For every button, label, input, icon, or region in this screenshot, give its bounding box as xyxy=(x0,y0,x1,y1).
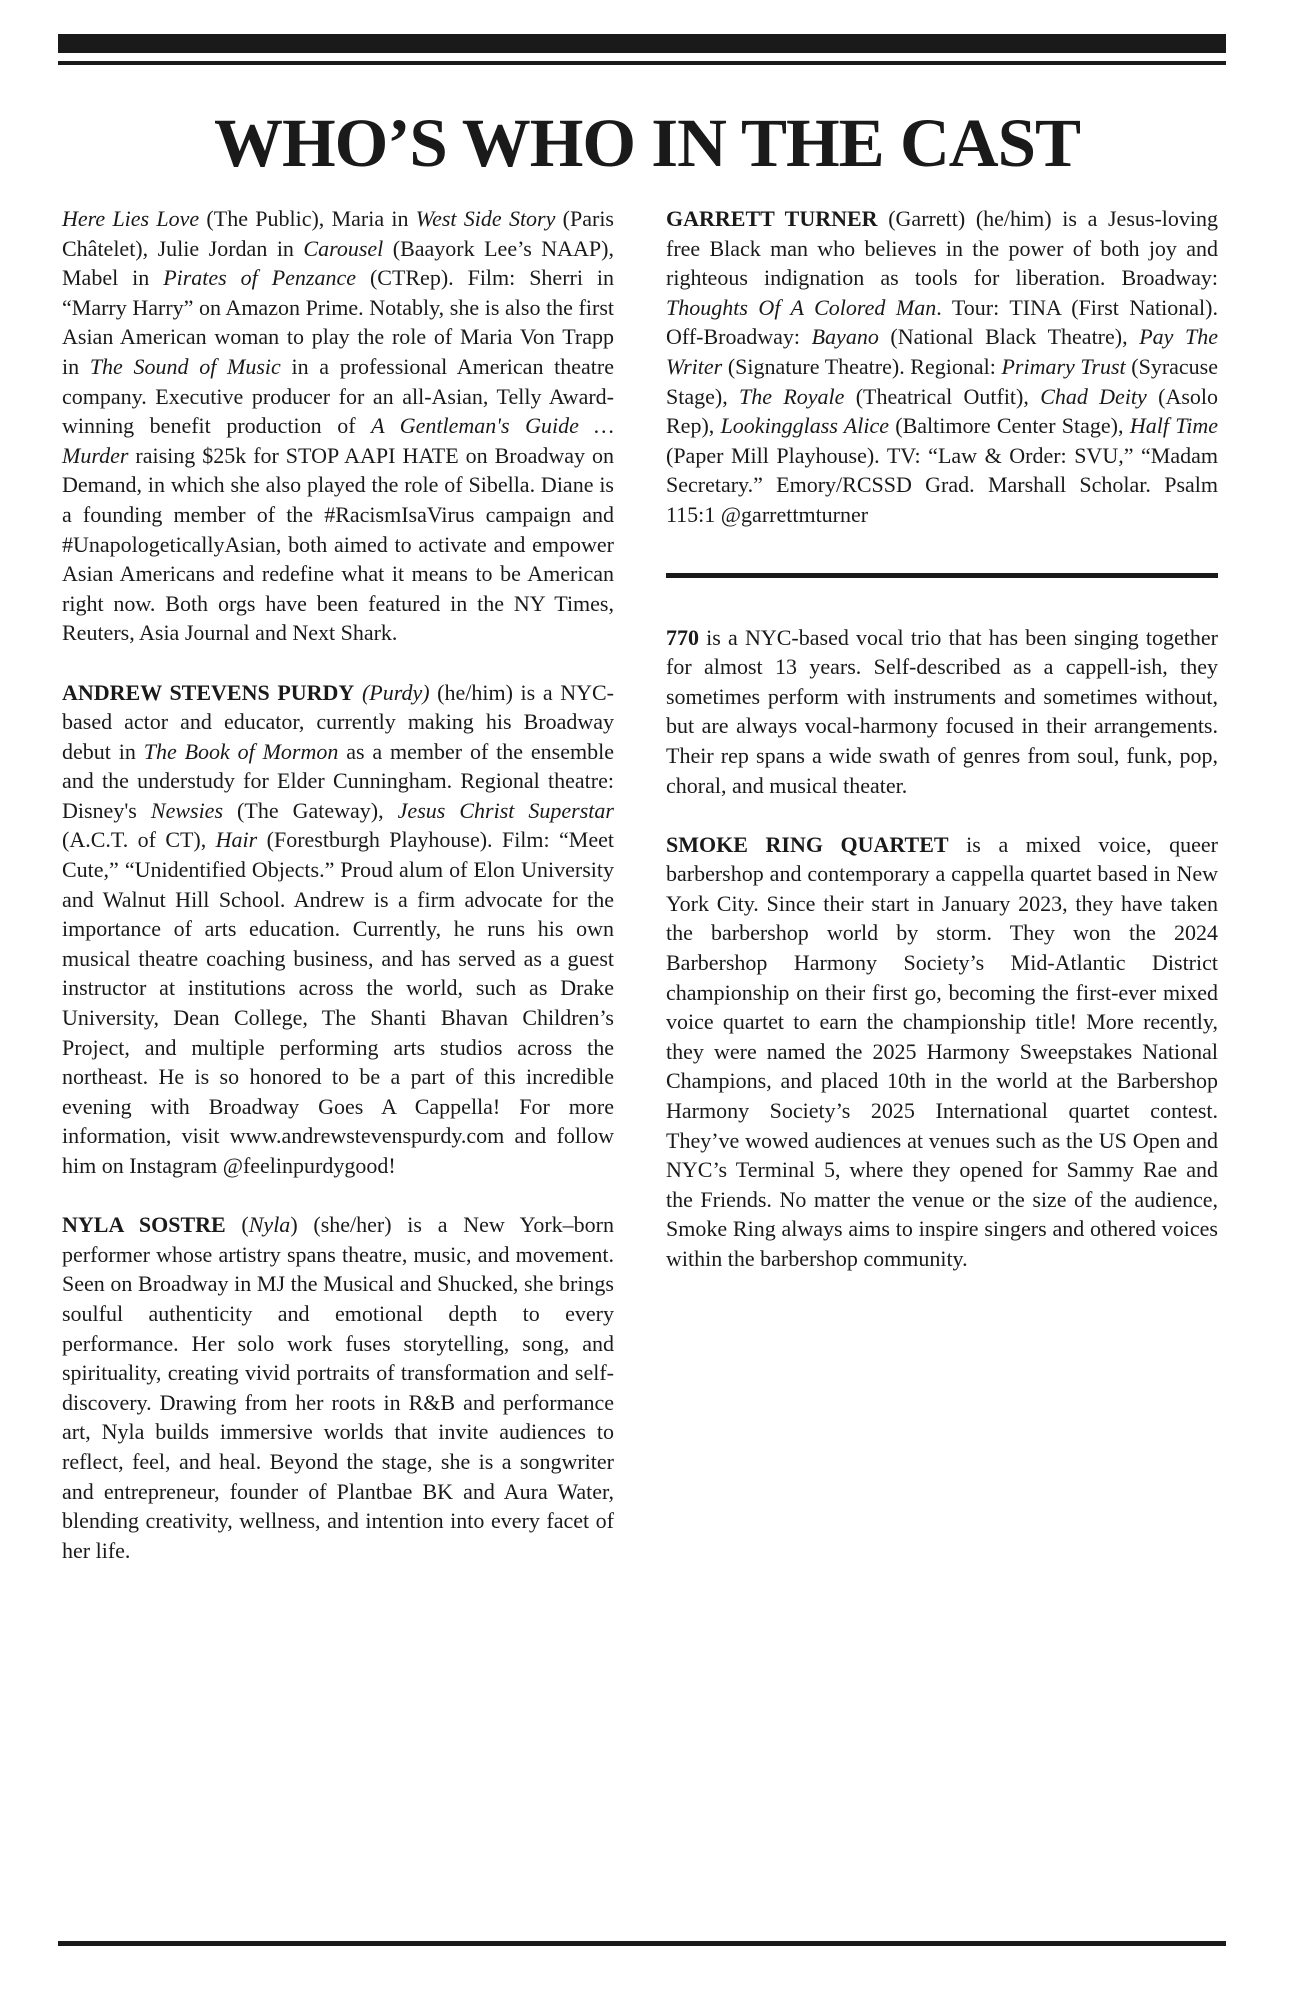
bio-text: (Baltimore Center Stage), xyxy=(889,413,1130,439)
left-column xyxy=(62,204,614,1565)
show-title: Primary Trust xyxy=(1001,353,1126,379)
role-name: (Purdy) xyxy=(354,679,438,705)
show-title: Pirates of Penzance xyxy=(163,265,357,291)
show-title: Newsies xyxy=(150,797,224,823)
section-divider xyxy=(666,573,1218,578)
bio-text: . Tour: TINA (First National). Off-Broadway: xyxy=(666,294,1218,350)
show-title: Jesus Christ Superstar xyxy=(397,797,614,823)
bio-nyla-sostre xyxy=(62,1210,614,1565)
bio-text: (The Gateway), xyxy=(223,797,398,823)
page-title: WHO’S WHO IN THE CAST xyxy=(214,105,1080,181)
bio-text: (Garrett) (he/him) is a Jesus-loving free Black man who believes in the power of both joy and righteous indignation as tools for liberation. Broadway: xyxy=(666,206,1218,291)
bio-text: in a professional American theatre company. Executive producer for an all-Asian, Telly Award-winning benefit production of xyxy=(62,353,614,439)
performer-name: GARRETT TURNER xyxy=(666,206,878,231)
bio-smoke-ring-quartet xyxy=(666,830,1218,1274)
show-title: Lookingglass Alice xyxy=(720,413,889,439)
performer-name: NYLA SOSTRE xyxy=(62,1212,226,1238)
show-title: The Book of Mormon xyxy=(143,738,339,764)
bio-text: is a mixed voice, queer barbershop and contemporary a cappella quartet based in New York City. Since their start in January 2023, they have taken the barbershop world by storm. They won the 2024 Barbershop Harmony Society’s Mid-Atlantic District championship on their first go, becoming the first-ever mixed voice quartet to earn the championship title! More recently, they were named the 2025 Harmony Sweepstakes National Champions, and placed 10th in the world at the Barbershop Harmony Society’s 2025 International quartet contest. They’ve wowed audiences at venues such as the US Open and NYC’s Terminal 5, where they opened for Sammy Rae and the Friends. No matter the venue or the size of the audience, Smoke Ring always aims to inspire singers and othered voices within the barbershop community. xyxy=(666,831,1218,1271)
top-rule-thick xyxy=(58,34,1226,53)
show-title: A Gentleman's Guide … Murder xyxy=(62,413,614,468)
top-rule-thin xyxy=(58,61,1226,65)
bio-andrew-stevens-purdy xyxy=(62,678,614,1181)
show-title: Carousel xyxy=(303,235,384,261)
bio-text: (Signature Theatre). Regional: xyxy=(722,353,1002,379)
show-title: Hair xyxy=(215,827,258,853)
bio-text: (Paper Mill Playhouse). TV: “Law & Order: SVU,” “Madam Secretary.” Emory/RCSSD Grad. Marshall Scholar. Psalm 115:1 @garrettmturner xyxy=(666,442,1218,527)
show-title: The Royale xyxy=(739,383,845,409)
bio-text: (he/him) is a NYC-based actor and educator, currently making his Broadway debut in xyxy=(62,679,614,764)
group-name: SMOKE RING QUARTET xyxy=(666,831,949,857)
bio-text: raising $25k for STOP AAPI HATE on Broadway on Demand, in which she also played the role of Sibella. Diane is a founding member of the #RacismIsaVirus campaign and #UnapologeticallyAsian, both aimed to activate and empower Asian Americans and redefine what it means to be American right now. Both orgs have been featured in the NY Times, Reuters, Asia Journal and Next Shark. xyxy=(62,442,614,646)
bio-text: (The Public), Maria in xyxy=(199,206,416,231)
right-column xyxy=(666,204,1218,1274)
show-title: The Sound of Music xyxy=(89,353,281,379)
show-title: Thoughts Of A Colored Man xyxy=(666,294,937,320)
show-title: Pay The Writer xyxy=(666,324,1219,379)
show-title: Bayano xyxy=(811,324,879,350)
bio-text: (Paris Châtelet), Julie Jordan in xyxy=(62,206,614,261)
show-title: Half Time xyxy=(1129,413,1218,439)
bio-text: (A.C.T. of CT), xyxy=(62,827,216,853)
bio-text: (Baayork Lee’s NAAP), Mabel in xyxy=(62,235,614,291)
bio-text: ( xyxy=(225,1212,249,1238)
bio-text: (Syracuse Stage), xyxy=(666,353,1219,409)
role-name: Nyla xyxy=(248,1212,291,1238)
show-title: West Side Story xyxy=(415,206,556,231)
bio-text: (Forestburgh Playhouse). Film: “Meet Cute,” “Unidentified Objects.” Proud alum of Elon University and Walnut Hill School. Andrew is a firm advocate for the importance of arts education. Currently, he runs his own musical theatre coaching business, and has served as a guest instructor at institutions across the world, such as Drake University, Dean College, The Shanti Bhavan Children’s Project, and multiple performing arts studios across the northeast. He is so honored to be a part of this incredible evening with Broadway Goes A Cappella! For more information, visit www.andrewstevenspurdy.com and follow him on Instagram @feelinpurdygood! xyxy=(62,827,615,1178)
show-title: Here Lies Love xyxy=(62,206,200,231)
bio-text: (Theatrical Outfit), xyxy=(844,383,1041,409)
bio-text: ) (she/her) is a New York–born performer whose artistry spans theatre, music, and movement. Seen on Broadway in MJ the Musical and Shucked, she brings soulful authenticity and emotional depth to every performance. Her solo work fuses storytelling, song, and spirituality, creating vivid portraits of transformation and self-discovery. Drawing from her roots in R&B and performance art, Nyla builds immersive worlds that invite audiences to reflect, feel, and heal. Beyond the stage, she is a songwriter and entrepreneur, founder of Plantbae BK and Aura Water, blending creativity, wellness, and intention into every facet of her life. xyxy=(62,1212,614,1563)
show-title: Chad Deity xyxy=(1040,383,1147,409)
bio-text: as a member of the ensemble and the understudy for Elder Cunningham. Regional theatre: Disney's xyxy=(62,738,614,823)
bio-text: (National Black Theatre), xyxy=(878,324,1140,350)
bio-text: (CTRep). Film: Sherri in “Marry Harry” on Amazon Prime. Notably, she is also the first Asian American woman to play the role of Maria Von Trapp in xyxy=(62,265,614,379)
bio-diane xyxy=(62,204,614,648)
bio-770 xyxy=(666,623,1218,801)
performer-name: ANDREW STEVENS PURDY xyxy=(62,679,355,705)
bio-garrett-turner xyxy=(666,204,1218,530)
group-name: 770 xyxy=(666,624,699,650)
bio-text: (Asolo Rep), xyxy=(666,383,1219,439)
bottom-rule xyxy=(58,1941,1226,1946)
bio-text: is a NYC-based vocal trio that has been singing together for almost 13 years. Self-described as a cappell-ish, they sometimes perform with instruments and sometimes without, but are always vocal-harmony focused in their arrangements. Their rep spans a wide swath of genres from soul, funk, pop, choral, and musical theater. xyxy=(666,624,1218,798)
